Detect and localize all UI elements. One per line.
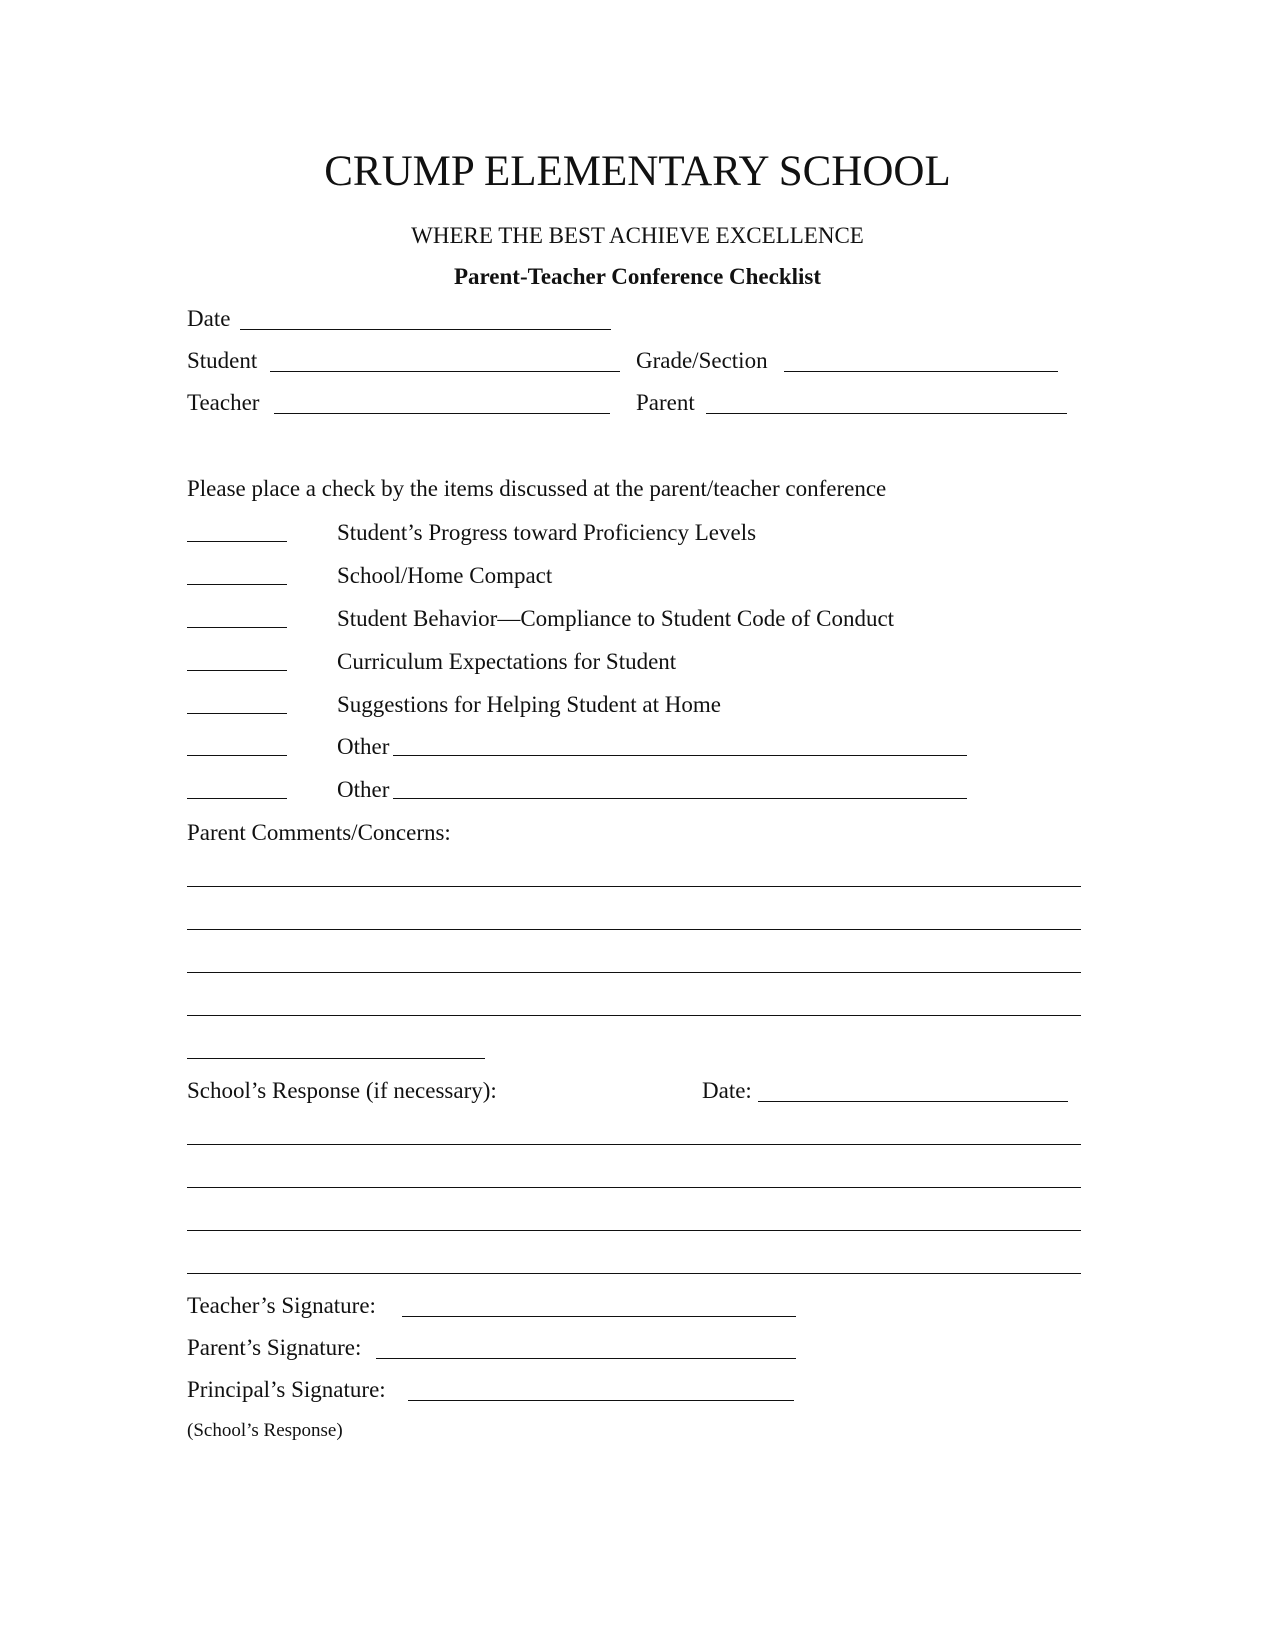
school-response-line[interactable] bbox=[187, 1230, 1081, 1231]
parent-comments-line[interactable] bbox=[187, 1015, 1081, 1016]
parent-comments-line[interactable] bbox=[187, 1058, 485, 1059]
other-field-2[interactable] bbox=[393, 798, 967, 799]
principal-signature-note: (School’s Response) bbox=[187, 1420, 343, 1441]
school-response-line[interactable] bbox=[187, 1144, 1081, 1145]
checklist-item-label: Other bbox=[337, 734, 390, 759]
principal-signature-label: Principal’s Signature: bbox=[187, 1377, 386, 1402]
student-field[interactable] bbox=[270, 371, 620, 372]
checklist-item-label: Student’s Progress toward Proficiency Levels bbox=[337, 520, 757, 545]
response-date-label: Date: bbox=[702, 1078, 752, 1103]
teacher-label: Teacher bbox=[187, 390, 260, 415]
check-blank-5[interactable] bbox=[187, 713, 287, 714]
check-blank-2[interactable] bbox=[187, 584, 287, 585]
parent-signature-field[interactable] bbox=[376, 1358, 796, 1359]
checklist-item-label: Curriculum Expectations for Student bbox=[337, 649, 677, 674]
check-blank-7[interactable] bbox=[187, 798, 287, 799]
check-blank-6[interactable] bbox=[187, 755, 287, 756]
response-date-field[interactable] bbox=[758, 1101, 1068, 1102]
grade-section-label: Grade/Section bbox=[636, 348, 768, 373]
check-blank-3[interactable] bbox=[187, 627, 287, 628]
other-field-1[interactable] bbox=[393, 755, 967, 756]
parent-field[interactable] bbox=[706, 413, 1067, 414]
parent-comments-line[interactable] bbox=[187, 886, 1081, 887]
school-motto: WHERE THE BEST ACHIEVE EXCELLENCE bbox=[411, 223, 864, 248]
date-label: Date bbox=[187, 306, 231, 331]
parent-comments-label: Parent Comments/Concerns: bbox=[187, 820, 451, 845]
form-title: Parent-Teacher Conference Checklist bbox=[453, 264, 822, 289]
date-field[interactable] bbox=[240, 329, 611, 330]
checklist-item-label: Suggestions for Helping Student at Home bbox=[337, 692, 721, 717]
parent-comments-line[interactable] bbox=[187, 929, 1081, 930]
checklist-item-label: Other bbox=[337, 777, 390, 802]
school-name: CRUMP ELEMENTARY SCHOOL bbox=[324, 148, 951, 195]
checklist-instruction: Please place a check by the items discussed at the parent/teacher conference bbox=[187, 476, 887, 501]
parent-comments-line[interactable] bbox=[187, 972, 1081, 973]
school-response-line[interactable] bbox=[187, 1187, 1081, 1188]
checklist-item-label: Student Behavior—Compliance to Student Code of Conduct bbox=[337, 606, 895, 631]
teacher-field[interactable] bbox=[274, 413, 610, 414]
grade-section-field[interactable] bbox=[784, 371, 1058, 372]
check-blank-1[interactable] bbox=[187, 541, 287, 542]
school-response-label: School’s Response (if necessary): bbox=[187, 1078, 497, 1103]
student-label: Student bbox=[187, 348, 258, 373]
school-response-line[interactable] bbox=[187, 1273, 1081, 1274]
principal-signature-field[interactable] bbox=[408, 1400, 794, 1401]
parent-label: Parent bbox=[636, 390, 695, 415]
teacher-signature-label: Teacher’s Signature: bbox=[187, 1293, 376, 1318]
check-blank-4[interactable] bbox=[187, 670, 287, 671]
teacher-signature-field[interactable] bbox=[402, 1316, 796, 1317]
parent-signature-label: Parent’s Signature: bbox=[187, 1335, 362, 1360]
checklist-item-label: School/Home Compact bbox=[337, 563, 553, 588]
